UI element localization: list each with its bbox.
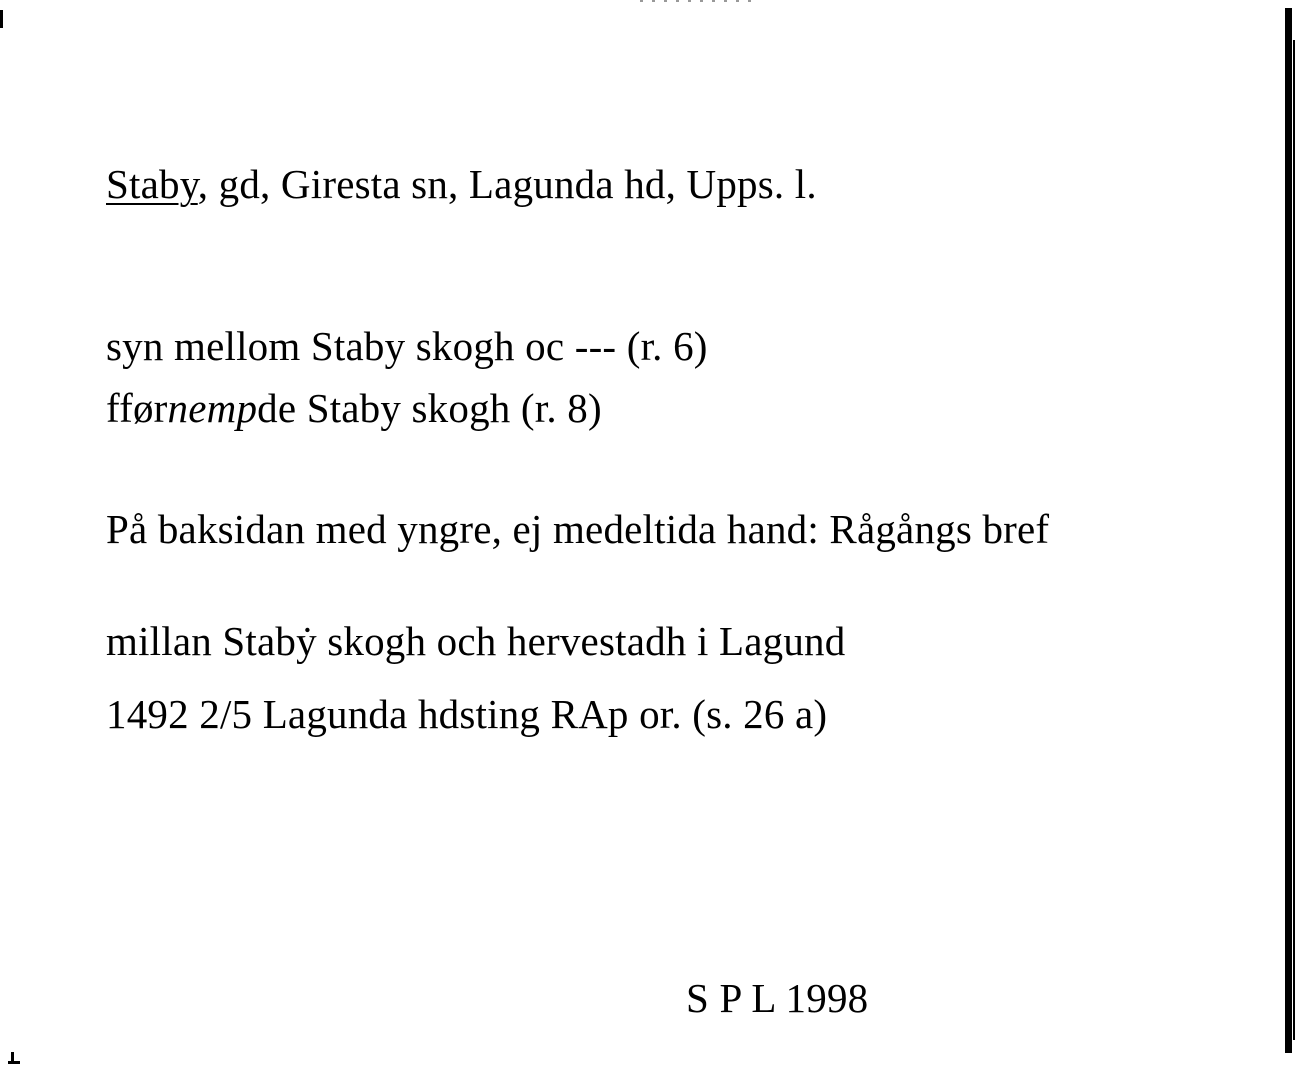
scan-edge-right [1285,8,1292,1053]
quote-line-1: syn mellom Staby skogh oc --- (r. 6) [106,323,708,369]
quote-line-2-start: ffør [106,385,168,431]
source-reference: 1492 2/5 Lagunda hdsting RAp or. (s. 26 a) [106,691,828,737]
quote-line-2 [106,384,602,432]
card-heading [106,160,817,208]
place-details: , gd, Giresta sn, Lagunda hd, Upps. l. [197,161,817,207]
quote-line-2-italic: nemp [167,385,258,431]
scan-edge-right-thin [1293,40,1295,1040]
quote-line-2-end: de Staby skogh (r. 8) [257,385,602,431]
note-line-2: millan Stabẏ skogh och hervestadh i Lagund [106,618,846,664]
scan-artifact-top [640,0,760,2]
place-name: Staby [106,161,198,207]
signature: S P L 1998 [686,975,869,1021]
scan-artifact-corner-bottom-left [8,1052,20,1064]
note-line-1: På baksidan med yngre, ej medeltida hand: Rågångs bref [106,506,1050,552]
scan-artifact-corner-top-left [0,10,3,28]
